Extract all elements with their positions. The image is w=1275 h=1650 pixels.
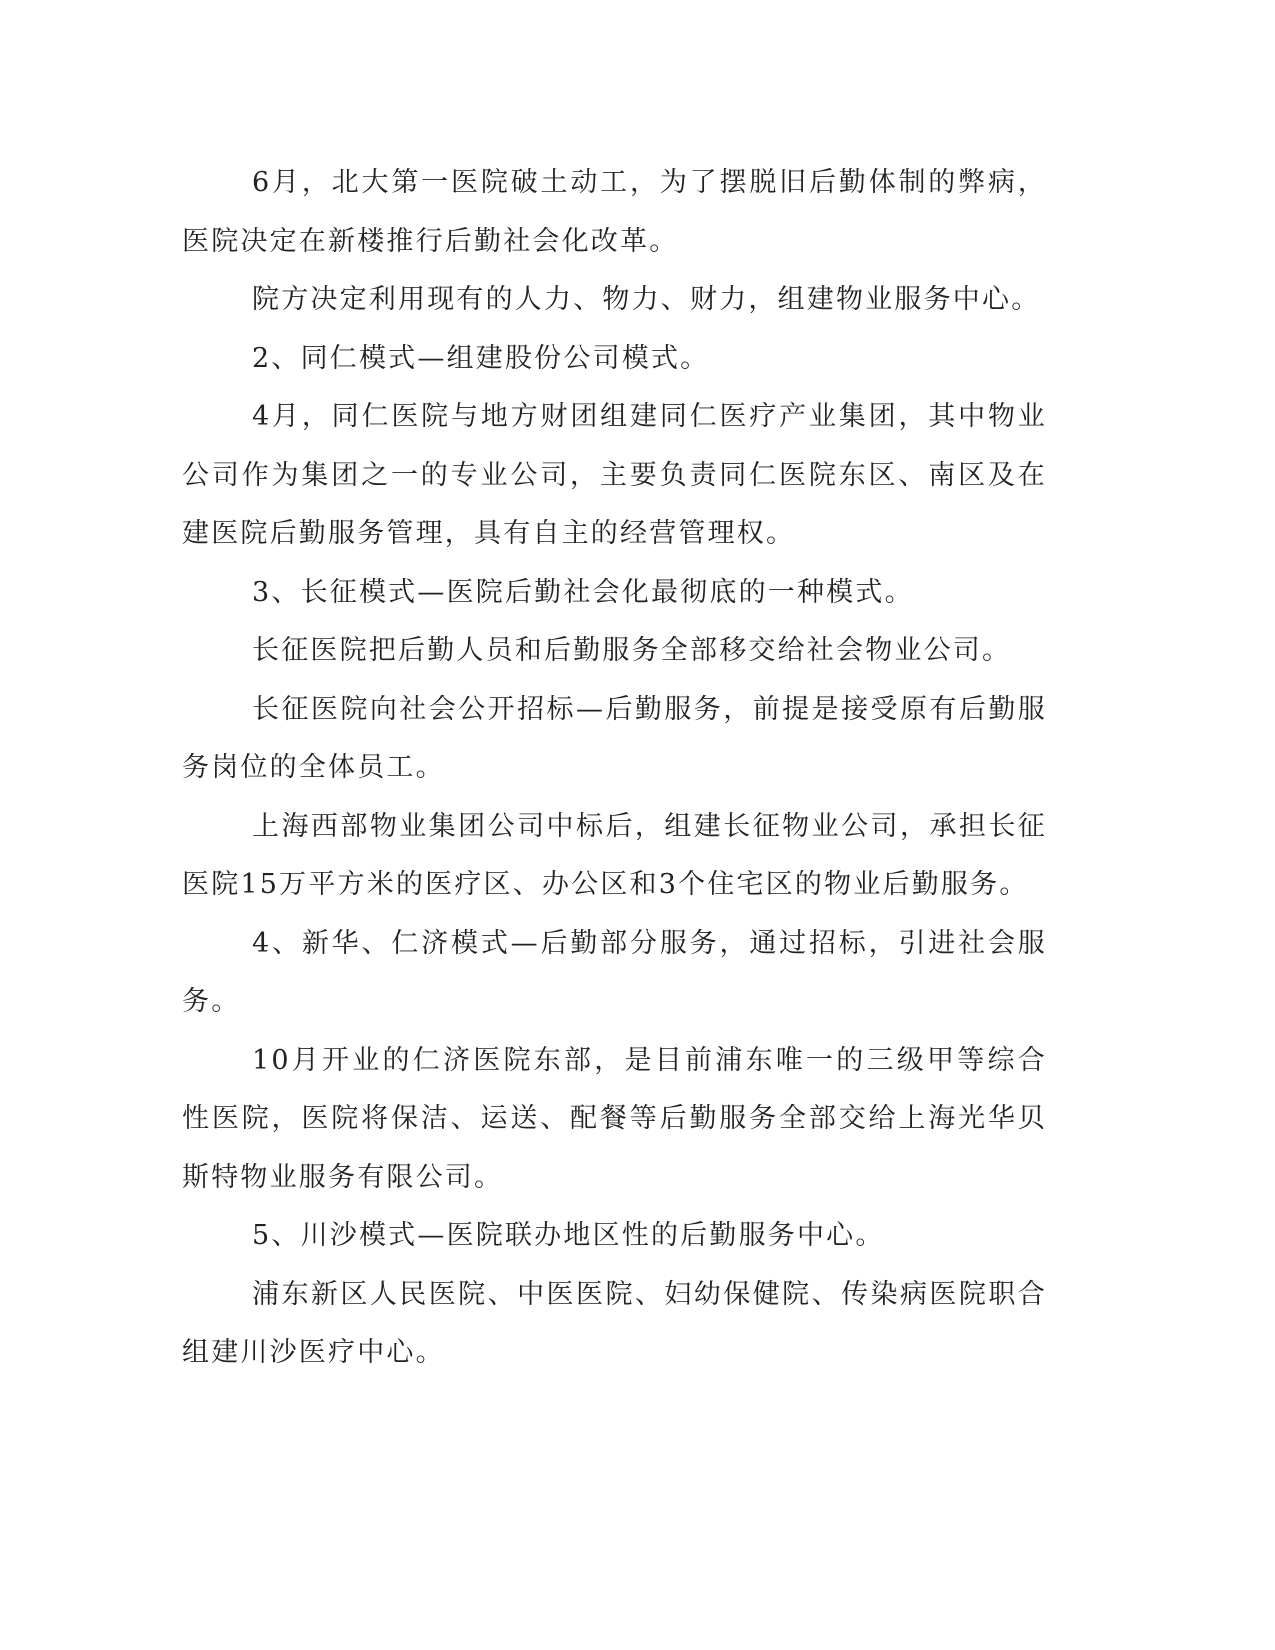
paragraph: 4、新华、仁济模式—后勤部分服务，通过招标，引进社会服务。 xyxy=(182,927,1047,1017)
paragraph: 6月，北大第一医院破土动工，为了摆脱旧后勤体制的弊病，医院决定在新楼推行后勤社会化改革。 xyxy=(182,167,1047,257)
paragraph: 长征医院向社会公开招标—后勤服务，前提是接受原有后勤服务岗位的全体员工。 xyxy=(182,693,1047,783)
paragraph: 浦东新区人民医院、中医医院、妇幼保健院、传染病医院职合组建川沙医疗中心。 xyxy=(182,1278,1047,1368)
document-body xyxy=(182,154,1047,1383)
paragraph: 上海西部物业集团公司中标后，组建长征物业公司，承担长征医院15万平方米的医疗区、办公区和3个住宅区的物业后勤服务。 xyxy=(182,810,1047,900)
paragraph: 长征医院把后勤人员和后勤服务全部移交给社会物业公司。 xyxy=(252,635,1012,666)
paragraph: 院方决定利用现有的人力、物力、财力，组建物业服务中心。 xyxy=(252,284,1041,315)
paragraph: 10月开业的仁济医院东部，是目前浦东唯一的三级甲等综合性医院，医院将保洁、运送、配餐等后勤服务全部交给上海光华贝斯特物业服务有限公司。 xyxy=(182,1044,1047,1193)
paragraph: 3、长征模式—医院后勤社会化最彻底的一种模式。 xyxy=(252,576,914,608)
paragraph: 2、同仁模式—组建股份公司模式。 xyxy=(252,342,710,374)
paragraph: 5、川沙模式—医院联办地区性的后勤服务中心。 xyxy=(252,1220,885,1251)
paragraph: 4月，同仁医院与地方财团组建同仁医疗产业集团，其中物业公司作为集团之一的专业公司，主要负责同仁医院东区、南区及在建医院后勤服务管理，具有自主的经营管理权。 xyxy=(182,401,1047,549)
